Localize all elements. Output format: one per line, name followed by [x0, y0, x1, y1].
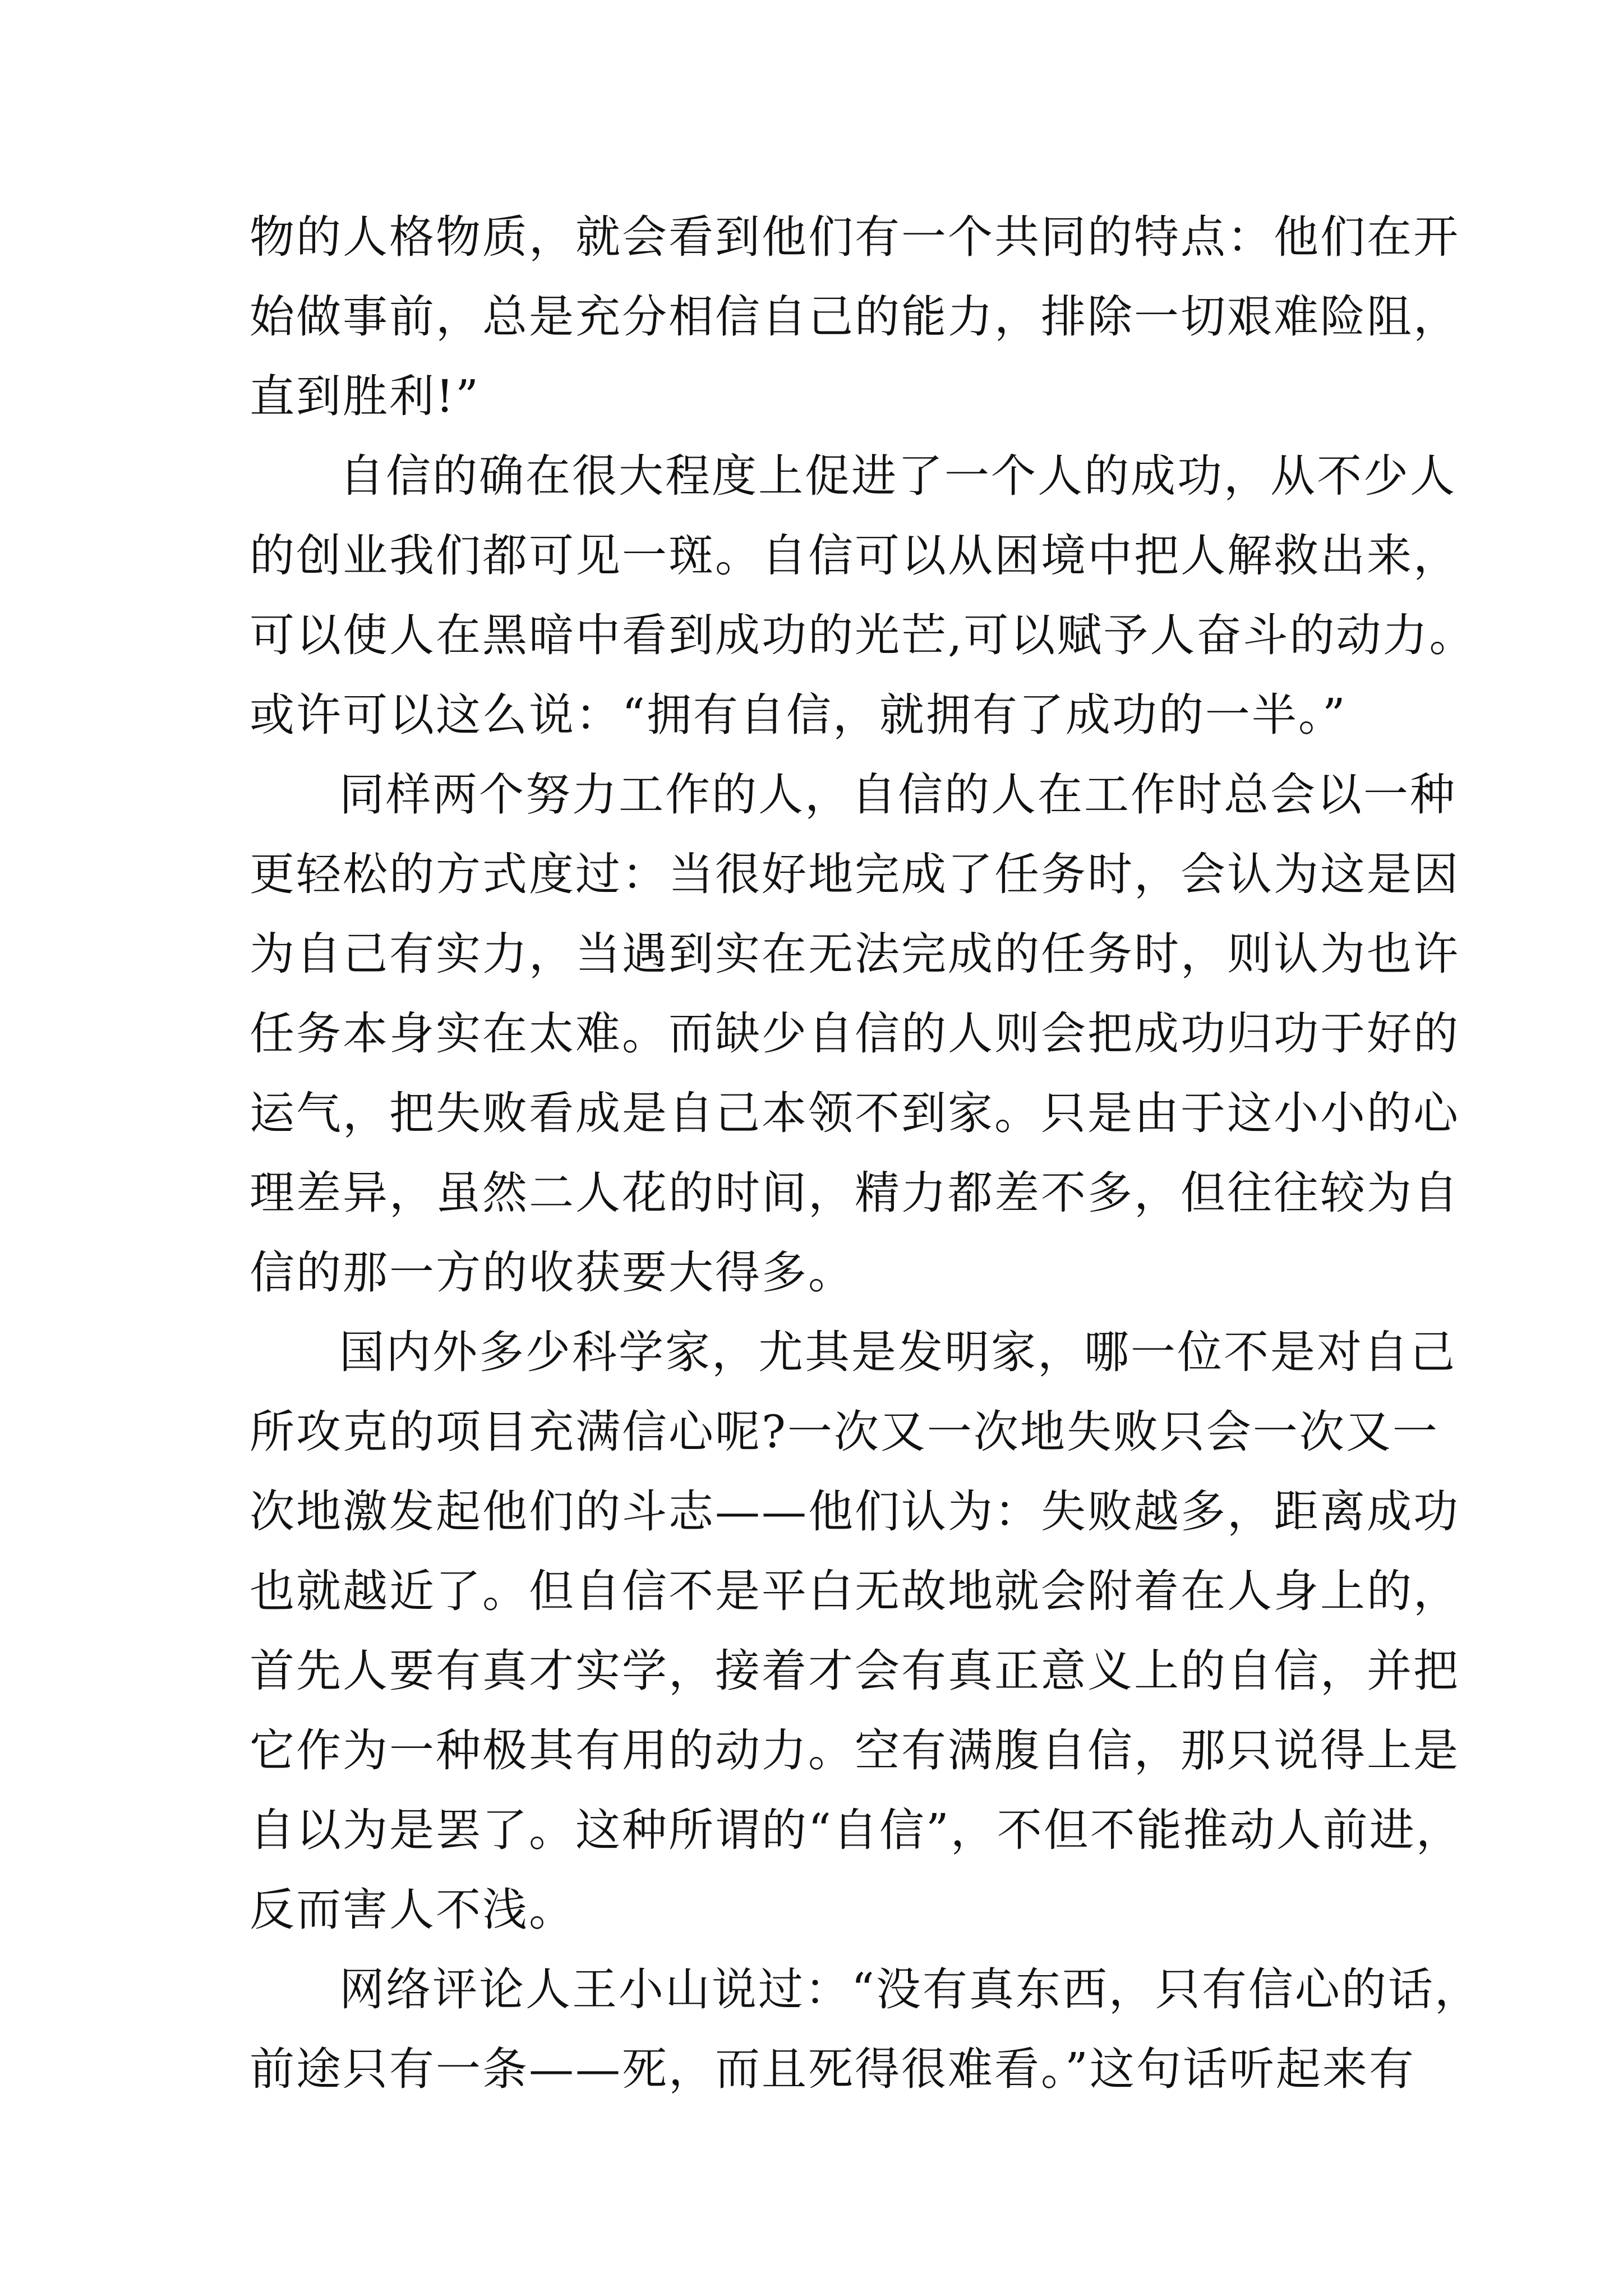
text-line: 或许可以这么说：“拥有自信，就拥有了成功的一半。” — [250, 689, 1347, 741]
text-line: 可以使人在黑暗中看到成功的光芒,可以赋予人奋斗的动力。 — [250, 609, 1476, 661]
text-line: 为自己有实力，当遇到实在无法完成的任务时，则认为也许 — [250, 928, 1460, 980]
text-line: 也就越近了。但自信不是平白无故地就会附着在人身上的， — [250, 1565, 1460, 1617]
text-line: 运气，把失败看成是自己本领不到家。只是由于这小小的心 — [250, 1087, 1460, 1139]
text-line: 国内外多少科学家，尤其是发明家，哪一位不是对自己 — [339, 1326, 1456, 1378]
text-line: 直到胜利!” — [250, 370, 481, 422]
text-line: 网络评论人王小山说过：“没有真东西，只有信心的话， — [339, 1963, 1481, 2016]
document-body — [250, 197, 1481, 2109]
text-line: 物的人格物质，就会看到他们有一个共同的特点：他们在开 — [250, 211, 1460, 263]
text-line: 始做事前，总是充分相信自己的能力，排除一切艰难险阻， — [250, 291, 1460, 343]
text-line: 更轻松的方式度过：当很好地完成了任务时，会认为这是因 — [250, 848, 1460, 900]
text-line: 自以为是罢了。这种所谓的“自信”，不但不能推动人前进， — [250, 1804, 1463, 1856]
text-line: 任务本身实在太难。而缺少自信的人则会把成功归功于好的 — [250, 1007, 1460, 1060]
paragraph — [250, 755, 1460, 1313]
text-line: 所攻克的项目充满信心呢?一次又一次地失败只会一次又一 — [250, 1406, 1439, 1458]
text-line: 的创业我们都可见一斑。自信可以从困境中把人解救出来， — [250, 530, 1460, 582]
text-line: 理差异，虽然二人花的时间，精力都差不多，但往往较为自 — [250, 1167, 1460, 1219]
text-line: 次地激发起他们的斗志——他们认为：失败越多，距离成功 — [250, 1485, 1460, 1538]
text-line: 它作为一种极其有用的动力。空有满腹自信，那只说得上是 — [250, 1724, 1460, 1777]
paragraph — [250, 1313, 1463, 1950]
paragraph — [250, 436, 1476, 755]
text-line: 同样两个努力工作的人，自信的人在工作时总会以一种 — [339, 769, 1456, 821]
text-line: 自信的确在很大程度上促进了一个人的成功，从不少人 — [339, 450, 1456, 502]
paragraph — [250, 1950, 1481, 2109]
text-line: 首先人要有真才实学，接着才会有真正意义上的自信，并把 — [250, 1645, 1460, 1697]
text-line: 前途只有一条——死，而且死得很难看。”这句话听起来有 — [250, 2043, 1415, 2095]
paragraph — [250, 197, 1460, 436]
text-line: 反而害人不浅。 — [250, 1884, 575, 1936]
text-line: 信的那一方的收获要大得多。 — [250, 1246, 855, 1299]
